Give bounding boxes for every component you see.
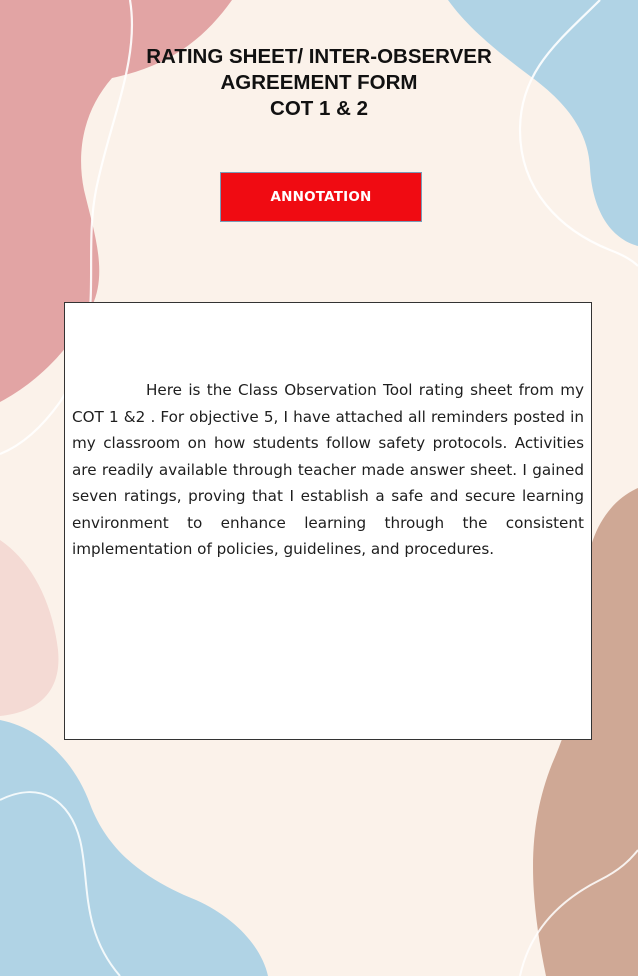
annotation-badge: ANNOTATION: [220, 172, 422, 222]
blue-blob-top-shape: [448, 0, 638, 246]
pink-wave-shape: [0, 540, 58, 716]
blue-blob-bottom-shape: [0, 720, 268, 976]
annotation-text-box: [64, 302, 592, 740]
title-line-2: AGREEMENT FORM: [220, 71, 418, 94]
title-line-1: RATING SHEET/ INTER-OBSERVER: [146, 45, 492, 68]
title-line-3: COT 1 & 2: [270, 97, 368, 120]
annotation-paragraph: Here is the Class Observation Tool rating sheet from my COT 1 &2 . For objective 5, I have attached all reminders posted in my classroom on how students follow safety protocols. Activities are readily available through teacher made answer sheet. I gained seven ratings, proving that I establish a safe and secure learning environment to enhance learning through the consistent implementation of policies, guidelines, and procedures.: [72, 381, 584, 558]
page-title: [0, 44, 638, 122]
